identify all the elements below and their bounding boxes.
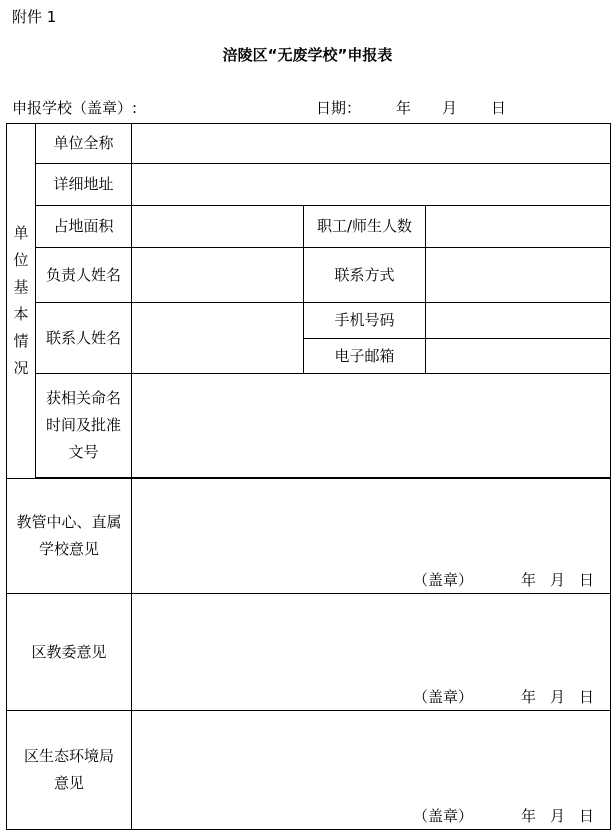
attachment-label: 附件 1 xyxy=(12,8,57,26)
contact-name-label: 联系人姓名 xyxy=(36,303,132,374)
leader-name-field[interactable] xyxy=(132,248,304,303)
seal-year-label: 年 xyxy=(520,807,536,825)
date-label: 日期： xyxy=(316,99,362,117)
row-contact-mobile xyxy=(7,303,611,339)
honors-field[interactable] xyxy=(132,374,611,478)
applicant-school-label: 申报学校（盖章）: xyxy=(12,99,138,117)
seal-day-label: 日 xyxy=(579,807,595,825)
seal-month-label: 月 xyxy=(549,688,565,706)
application-form-table xyxy=(6,123,611,830)
email-label: 电子邮箱 xyxy=(304,339,426,374)
honors-label-line: 获相关命名 xyxy=(45,389,121,407)
honors-label-line: 文号 xyxy=(68,443,99,461)
section-char: 情 xyxy=(13,332,29,350)
mobile-label: 手机号码 xyxy=(304,303,426,339)
ecology-bureau-opinion-label xyxy=(7,711,132,830)
row-education-center-opinion xyxy=(7,479,611,594)
contact-method-field[interactable] xyxy=(426,248,611,303)
full-name-field[interactable] xyxy=(132,124,611,164)
mobile-field[interactable] xyxy=(426,303,611,339)
section-char: 本 xyxy=(13,305,29,323)
education-center-opinion-label xyxy=(7,479,132,594)
section-basic-info-label xyxy=(7,124,36,479)
opinion-label-line: 意见 xyxy=(53,774,84,792)
seal-date-line xyxy=(413,688,594,706)
ecology-bureau-opinion-field[interactable] xyxy=(132,711,611,830)
date-year-label: 年 xyxy=(396,99,412,117)
row-honors xyxy=(7,374,611,478)
leader-name-label: 负责人姓名 xyxy=(36,248,132,303)
seal-date-line xyxy=(413,807,594,825)
section-char: 单 xyxy=(13,224,29,242)
seal-year-label: 年 xyxy=(520,688,536,706)
row-area xyxy=(7,206,611,248)
form-title: 涪陵区“无废学校”申报表 xyxy=(222,46,393,64)
contact-method-label: 联系方式 xyxy=(304,248,426,303)
contact-name-field[interactable] xyxy=(132,303,304,374)
opinion-label-line: 学校意见 xyxy=(38,540,99,558)
seal-year-label: 年 xyxy=(520,571,536,589)
row-address xyxy=(7,164,611,206)
section-char: 况 xyxy=(13,359,29,377)
section-char: 基 xyxy=(13,278,29,296)
education-center-opinion-field[interactable] xyxy=(132,479,611,594)
row-full-name xyxy=(7,124,611,164)
row-district-education-opinion xyxy=(7,594,611,711)
section-char: 位 xyxy=(13,251,29,269)
seal-month-label: 月 xyxy=(549,571,565,589)
date-month-label: 月 xyxy=(442,99,458,117)
address-field[interactable] xyxy=(132,164,611,206)
full-name-label: 单位全称 xyxy=(36,124,132,164)
seal-month-label: 月 xyxy=(549,807,565,825)
seal-date-line xyxy=(413,571,594,589)
row-leader xyxy=(7,248,611,303)
staff-count-label: 职工/师生人数 xyxy=(304,206,426,248)
honors-label xyxy=(36,374,132,478)
row-ecology-bureau-opinion xyxy=(7,711,611,830)
email-field[interactable] xyxy=(426,339,611,374)
district-education-opinion-label xyxy=(7,594,132,711)
seal-label: （盖章） xyxy=(412,571,473,589)
staff-count-field[interactable] xyxy=(426,206,611,248)
district-education-opinion-field[interactable] xyxy=(132,594,611,711)
area-label: 占地面积 xyxy=(36,206,132,248)
opinion-label-line: 区生态环境局 xyxy=(23,747,114,765)
seal-day-label: 日 xyxy=(579,571,595,589)
opinion-label-line: 区教委意见 xyxy=(31,642,107,661)
address-label: 详细地址 xyxy=(36,164,132,206)
honors-label-line: 时间及批准 xyxy=(45,416,121,434)
seal-label: （盖章） xyxy=(412,688,473,706)
date-day-label: 日 xyxy=(491,99,507,117)
seal-day-label: 日 xyxy=(579,688,595,706)
opinion-label-line: 教管中心、直属 xyxy=(16,513,122,531)
area-field[interactable] xyxy=(132,206,304,248)
seal-label: （盖章） xyxy=(412,807,473,825)
